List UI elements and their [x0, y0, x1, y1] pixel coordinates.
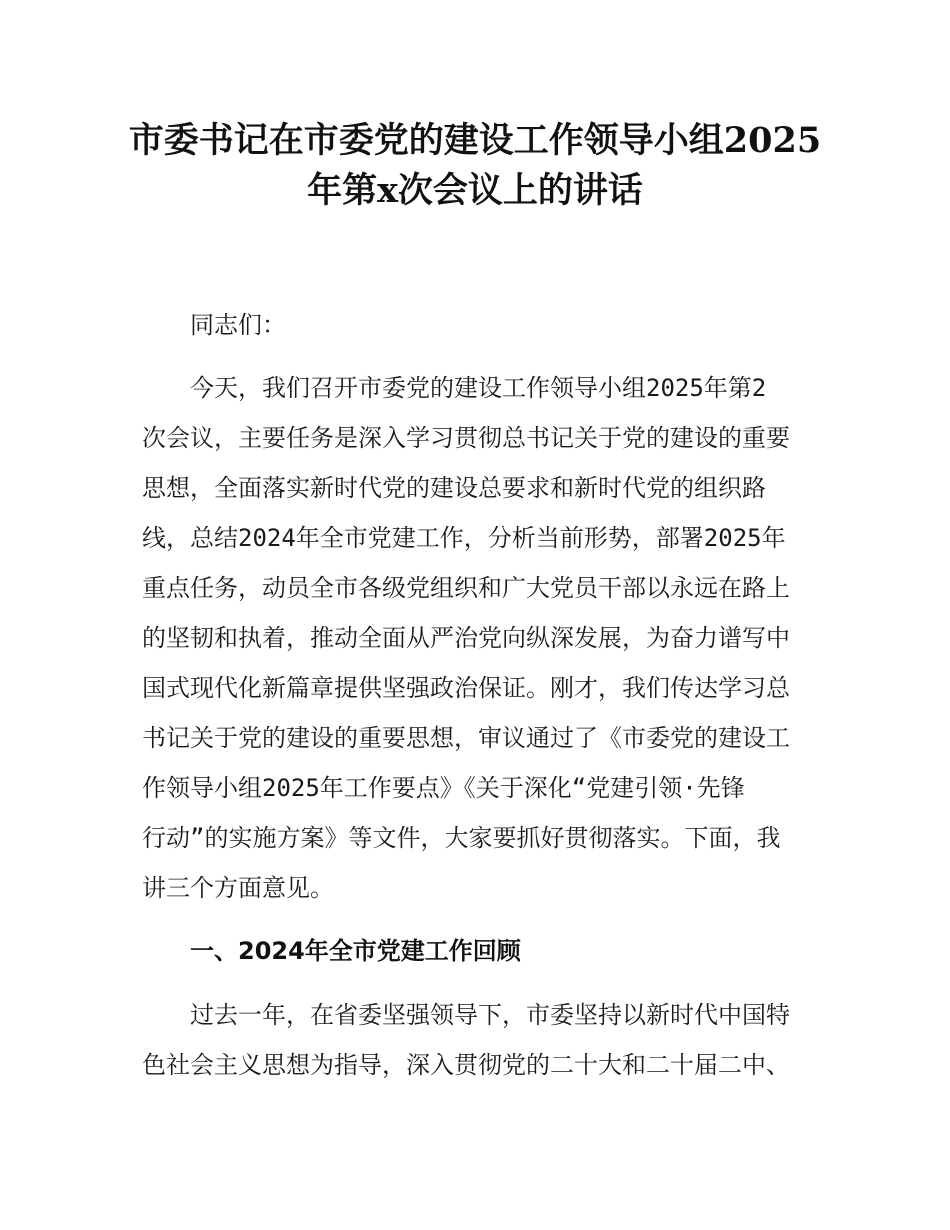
paragraph-line: 重点任务，动员全市各级党组织和广大党员干部以永远在路上 [142, 574, 790, 602]
paragraph-line: 书记关于党的建设的重要思想，审议通过了《市委党的建设工 [142, 724, 790, 752]
paragraph-line: 思想，全面落实新时代党的建设总要求和新时代党的组织路 [142, 474, 766, 502]
paragraph-line: 色社会主义思想为指导，深入贯彻党的二十大和二十届二中、 [142, 1051, 790, 1079]
paragraph-line: 行动”的实施方案》等文件，大家要抓好贯彻落实。下面，我 [142, 824, 781, 852]
paragraph-line: 次会议，主要任务是深入学习贯彻总书记关于党的建设的重要 [142, 424, 790, 452]
paragraph-line: 线，总结2024年全市党建工作，分析当前形势，部署2025年 [142, 524, 786, 552]
paragraph-line: 过去一年，在省委坚强领导下，市委坚持以新时代中国特 [190, 1001, 790, 1029]
title-line: 市委书记在市委党的建设工作领导小组2025 [128, 120, 822, 161]
document-title [100, 116, 850, 216]
paragraph-line: 国式现代化新篇章提供坚强政治保证。刚才，我们传达学习总 [142, 674, 790, 702]
paragraph-line: 的坚韧和执着，推动全面从严治党向纵深发展，为奋力谱写中 [142, 624, 790, 652]
paragraph-line: 今天，我们召开市委党的建设工作领导小组2025年第2 [190, 374, 767, 402]
salutation: 同志们： [190, 311, 286, 339]
paragraph-line: 作领导小组2025年工作要点》《关于深化“党建引领·先锋 [142, 774, 745, 802]
title-line: 年第x次会议上的讲话 [307, 170, 643, 211]
paragraph-line: 讲三个方面意见。 [142, 874, 334, 902]
section-heading: 一、2024年全市党建工作回顾 [190, 937, 521, 965]
